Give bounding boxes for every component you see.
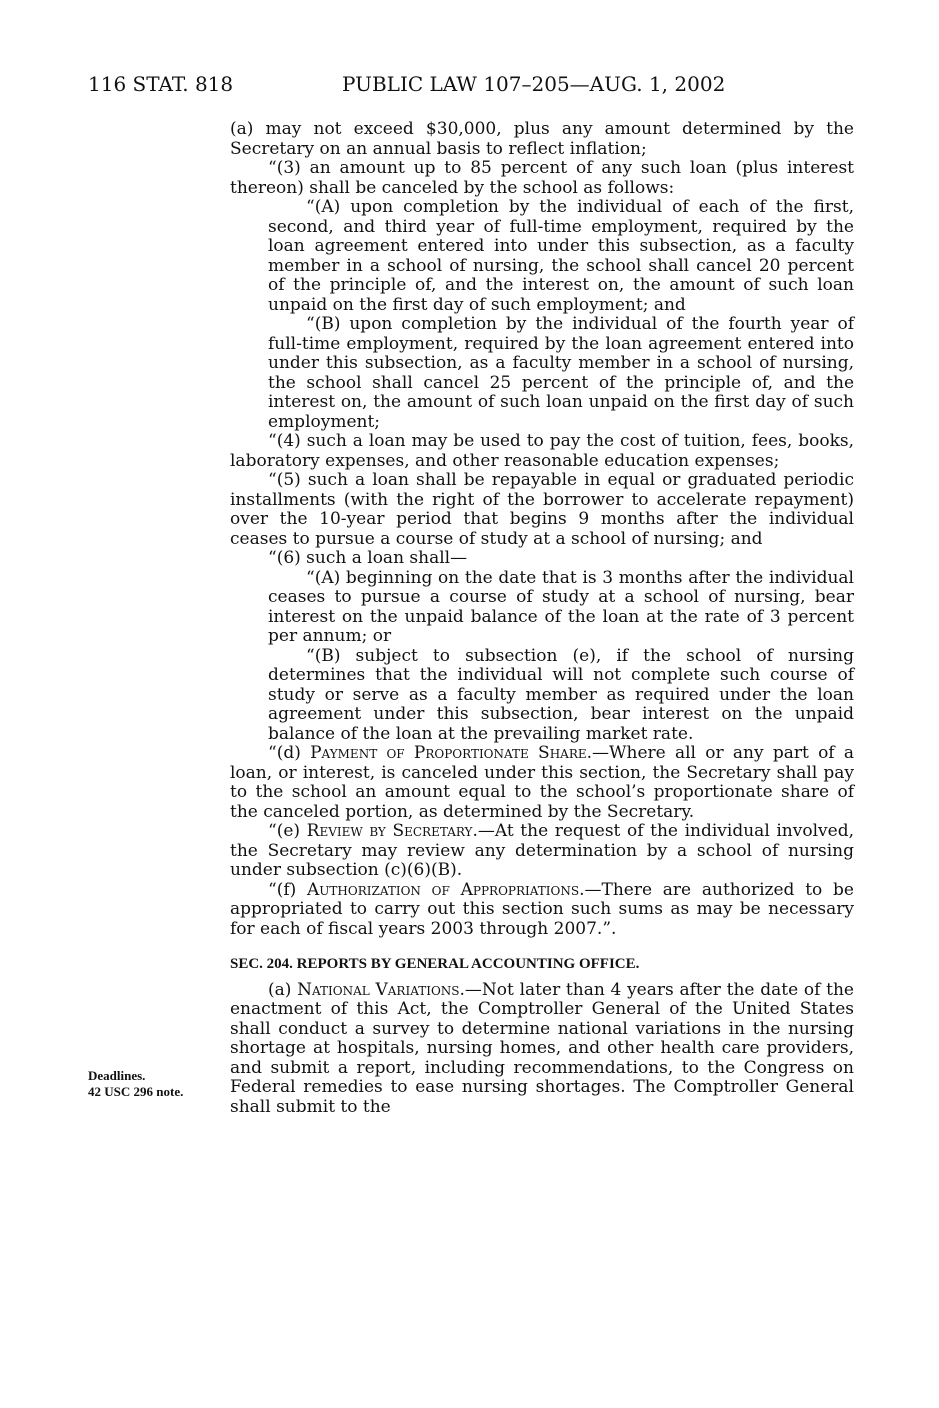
paragraph-3-A: “(A) upon completion by the individual of each of the first, second, and third year of full-time employment, required by the loan agreement entered into under this subsection, as a faculty member in a school of nursing, the school shall cancel 20 percent of the principle of, and the interest on, the amount of such loan unpaid on the first day of such employment; and (268, 197, 854, 315)
subsection-d-heading: Payment of Proportionate Share (310, 743, 587, 763)
margin-notes (88, 1068, 183, 1100)
subsection-e-text: .—At the request of the individual involved, the Secretary may review any determination by a school of nursing under subsection (c)(6)(B). (230, 821, 854, 880)
section-204-heading: SEC. 204. REPORTS BY GENERAL ACCOUNTING OFFICE. (230, 956, 640, 972)
paragraph-6-B: “(B) subject to subsection (e), if the school of nursing determines that the individual will not complete such course of study or serve as a faculty member as required under the loan agreement under this subsection, bear interest on the unpaid balance of the loan at the prevailing market rate. (268, 645, 854, 744)
section-204-subsection-a (230, 981, 854, 1118)
margin-note-deadlines: Deadlines. (88, 1068, 146, 1083)
paragraph-6-A: “(A) beginning on the date that is 3 months after the individual ceases to pursue a course of study at a school of nursing, bear interest on the unpaid balance of the loan at the rate of 3 percent per annum; or (268, 567, 854, 646)
paragraph-a-continued: (a) may not exceed $30,000, plus any amount determined by the Secretary on an annual basis to reflect inflation; (230, 119, 854, 159)
subsection-a-text: .—Not later than 4 years after the date of the enactment of this Act, the Comptroller General of the United States shall conduct a survey to determine national variations in the nursing shortage at hospitals, nursing homes, and other health care providers, and submit a report, including recommendations, to the Congress on Federal remedies to ease nursing shortages. The Comptroller General shall submit to the (230, 979, 854, 1117)
subsection-a-lead: (a) (268, 979, 298, 1000)
paragraph-4: “(4) such a loan may be used to pay the cost of tuition, fees, books, laboratory expenses, and other reasonable education expenses; (230, 431, 854, 471)
paragraph-3-B: “(B) upon completion by the individual of the fourth year of full-time employment, required by the loan agreement entered into under this subsection, as a faculty member in a school of nursing, the school shall cancel 25 percent of the principle of, and the interest on, the amount of such loan unpaid on the first day of such employment; (268, 314, 854, 432)
subsection-e (230, 822, 854, 881)
subsection-f (230, 881, 854, 940)
margin-note-usc: 42 USC 296 note. (88, 1084, 184, 1099)
subsection-d-lead: “(d) (268, 743, 311, 763)
subsection-d (230, 744, 854, 822)
public-law-title: PUBLIC LAW 107–205—AUG. 1, 2002 (342, 72, 726, 96)
subsection-e-lead: “(e) (268, 821, 307, 841)
subsection-f-text: .—There are authorized to be appropriated to carry out this section such sums as may be necessary for each of fiscal years 2003 through 2007.”. (230, 879, 854, 939)
subsection-a-heading: National Variations (297, 979, 460, 1000)
subsection-f-heading: Authorization of Appropriations (307, 879, 580, 900)
subsection-f-lead: “(f) (268, 879, 308, 900)
statute-page-number: 116 STAT. 818 (88, 72, 234, 96)
subsection-d-text: .—Where all or any part of a loan, or interest, is canceled under this section, the Secretary shall pay to the school an amount equal to the school’s proportionate share of the canceled portion, as determined by the Secretary. (230, 743, 854, 822)
page-header (88, 72, 868, 98)
law-body-text (230, 120, 854, 1117)
paragraph-6: “(6) such a loan shall— (268, 548, 468, 568)
subsection-e-heading: Review by Secretary (306, 821, 473, 841)
paragraph-5: “(5) such a loan shall be repayable in equal or graduated periodic installments (with the right of the borrower to accelerate repayment) over the 10-year period that begins 9 months after the individual ceases to pursue a course of study at a school of nursing; and (230, 470, 854, 549)
paragraph-3: “(3) an amount up to 85 percent of any such loan (plus interest thereon) shall be canceled by the school as follows: (230, 158, 854, 198)
